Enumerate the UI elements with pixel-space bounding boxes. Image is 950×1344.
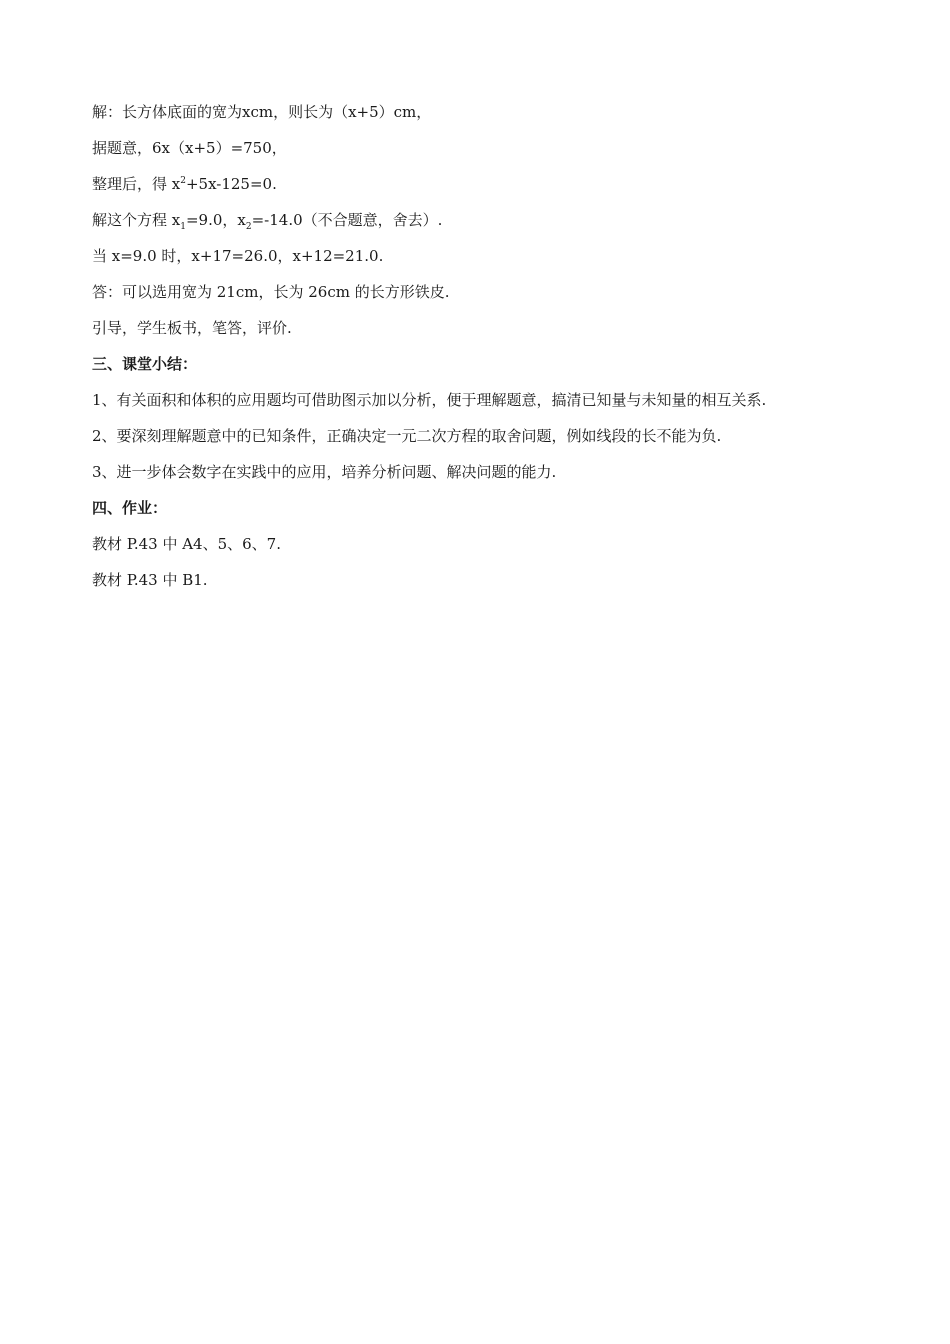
solution-line-4-c: =-14.0（不合题意，舍去）. <box>251 211 443 229</box>
solution-line-2: 据题意，6x（x+5）=750， <box>92 139 287 157</box>
exponent: 2 <box>180 176 186 186</box>
solution-line-4-b: =9.0，x <box>185 211 246 229</box>
summary-item-3: 3、进一步体会数字在实践中的应用，培养分析问题、解决问题的能力. <box>92 463 557 481</box>
solution-line-4 <box>92 208 892 232</box>
solution-line-3-pre: 整理后，得 x <box>92 175 181 193</box>
homework-item-1: 教材 P.43 中 A4、5、6、7. <box>92 535 281 553</box>
document-page <box>92 100 892 604</box>
subscript-2: 2 <box>245 222 252 232</box>
summary-item-2: 2、要深刻理解题意中的已知条件，正确决定一元二次方程的取舍问题，例如线段的长不能为负. <box>92 427 722 445</box>
solution-line-3-post: +5x-125=0. <box>185 175 277 193</box>
homework-item-2: 教材 P.43 中 B1. <box>92 571 208 589</box>
solution-line-1: 解：长方体底面的宽为xcm，则长为（x+5）cm， <box>92 103 432 121</box>
guidance-line: 引导，学生板书，笔答，评价. <box>92 319 292 337</box>
solution-line-4-a: 解这个方程 x <box>92 211 181 229</box>
homework-heading: 四、作业： <box>92 499 168 517</box>
summary-heading: 三、课堂小结： <box>92 355 198 373</box>
solution-line-5: 当 x=9.0 时，x+17=26.0，x+12=21.0. <box>92 247 384 265</box>
subscript-1: 1 <box>180 222 186 232</box>
solution-line-3 <box>92 172 892 196</box>
summary-item-1: 1、有关面积和体积的应用题均可借助图示加以分析，便于理解题意，搞清已知量与未知量的相互关系. <box>92 391 767 409</box>
answer-line: 答：可以选用宽为 21cm，长为 26cm 的长方形铁皮. <box>92 283 450 301</box>
